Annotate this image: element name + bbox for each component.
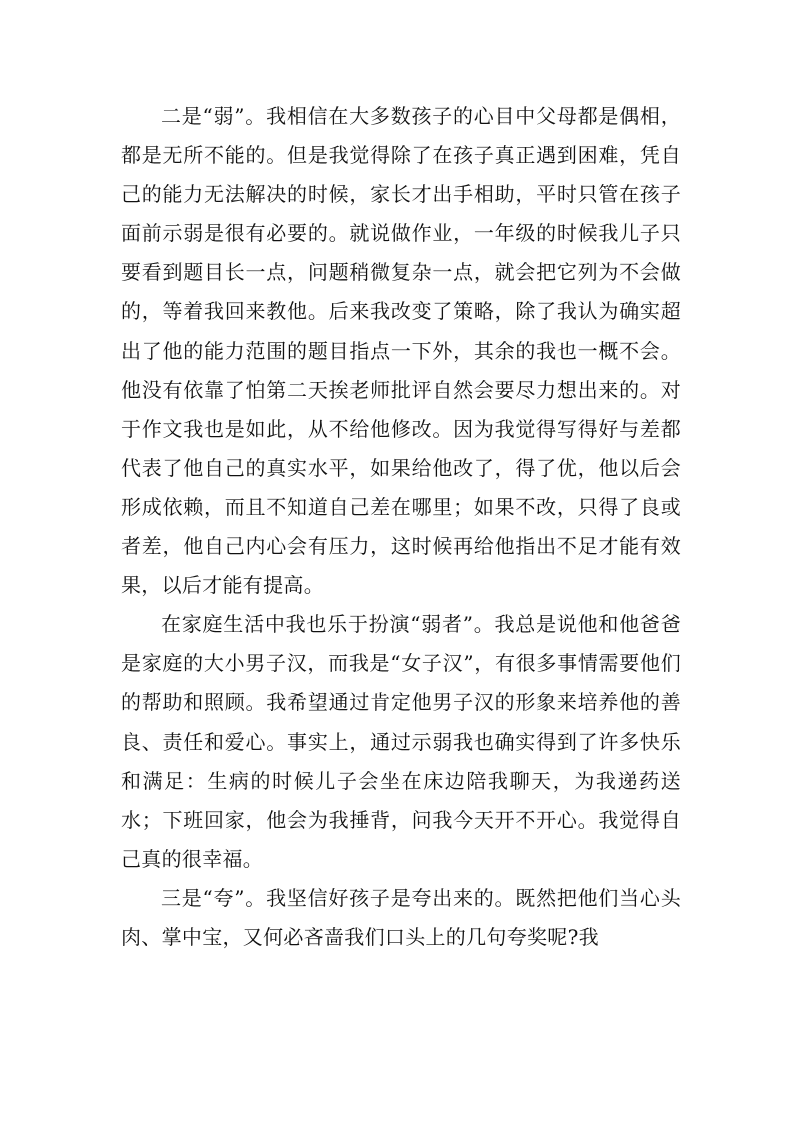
document-body [121,97,681,957]
paragraph-praise-section: 三是“夸”。我坚信好孩子是夸出来的。既然把他们当心头肉、掌中宝，又何必吝啬我们口头上的几句夸奖呢?我 [121,885,681,949]
paragraph-weak-role: 在家庭生活中我也乐于扮演“弱者”。我总是说他和他爸爸是家庭的大小男子汉，而我是“女子汉”，有很多事情需要他们的帮助和照顾。我希望通过肯定他男子汉的形象来培养他的善良、责任和爱心。事实上，通过示弱我也确实得到了许多快乐和满足：生病的时候儿子会坐在床边陪我聊天，为我递药送水；下班回家，他会为我捶背，问我今天开不开心。我觉得自己真的很幸福。 [121,612,681,871]
paragraph-weak-section: 二是“弱”。我相信在大多数孩子的心目中父母都是偶相，都是无所不能的。但是我觉得除了在孩子真正遇到困难，凭自己的能力无法解决的时候，家长才出手相助，平时只管在孩子面前示弱是很有必要的。就说做作业，一年级的时候我儿子只要看到题目长一点，问题稍微复杂一点，就会把它列为不会做的，等着我回来教他。后来我改变了策略，除了我认为确实超出了他的能力范围的题目指点一下外，其余的我也一概不会。他没有依靠了怕第二天挨老师批评自然会要尽力想出来的。对于作文我也是如此，从不给他修改。因为我觉得写得好与差都代表了他自己的真实水平，如果给他改了，得了优，他以后会形成依赖，而且不知道自己差在哪里；如果不改，只得了良或者差，他自己内心会有压力，这时候再给他指出不足才能有效果，以后才能有提高。 [121,104,681,598]
